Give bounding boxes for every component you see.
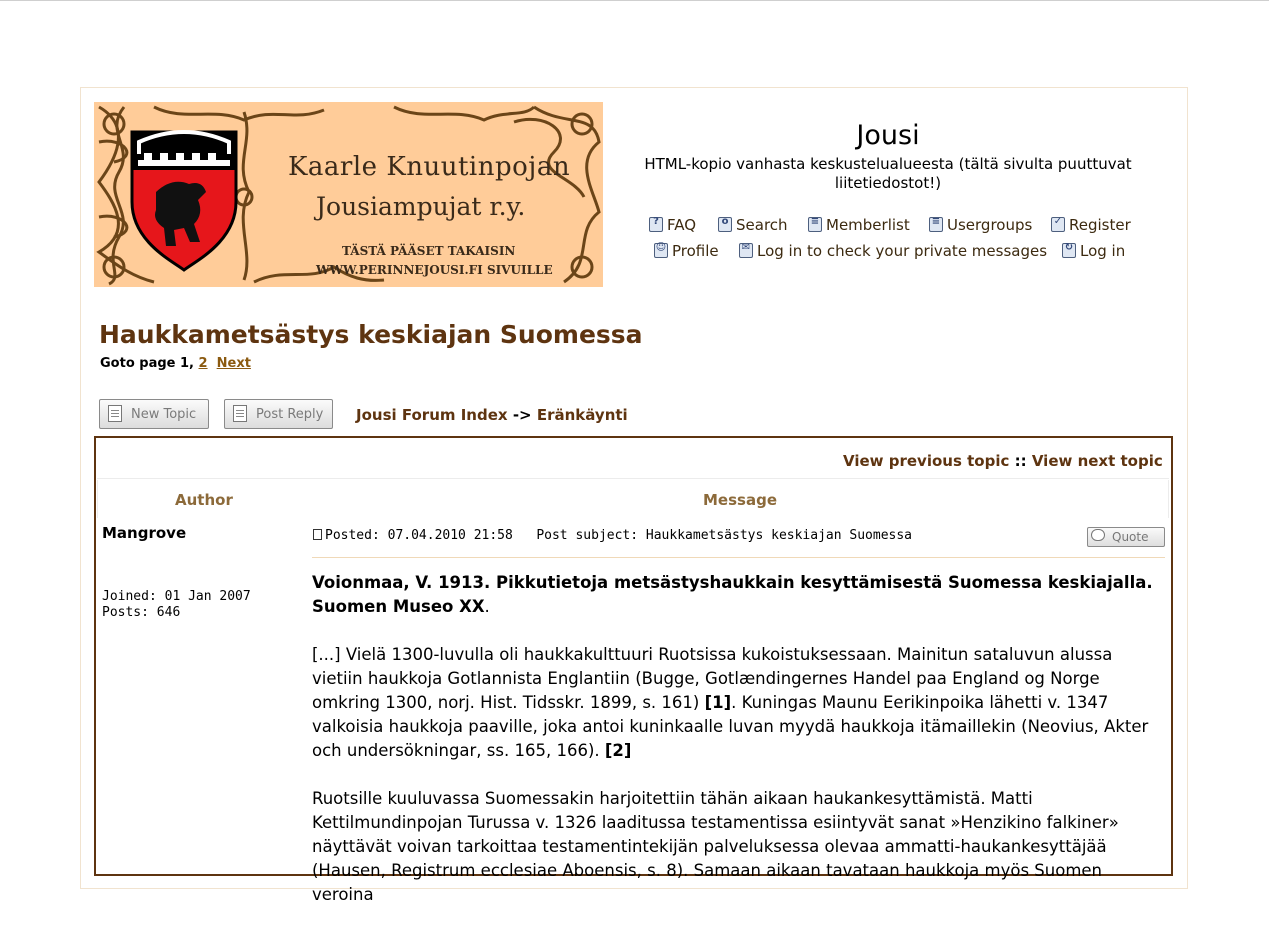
citation-end: . — [484, 597, 490, 616]
nav-memberlist-label: Memberlist — [826, 216, 910, 234]
nav-faq-link[interactable] — [649, 216, 696, 234]
post-paragraph-1 — [312, 643, 1168, 763]
author-post-count: Posts: 646 — [102, 605, 181, 620]
usergroups-icon: ≡ — [929, 217, 943, 232]
register-icon: ✓ — [1051, 217, 1065, 232]
post-author-info — [102, 589, 251, 621]
nav-messages-link[interactable] — [739, 242, 1047, 260]
site-logo-banner[interactable] — [94, 102, 603, 287]
goto-prefix: Goto page 1, — [100, 356, 194, 371]
logo-line-2: Jousiampujat r.y. — [316, 192, 526, 221]
message-column-header: Message — [703, 491, 777, 509]
new-topic-label: New Topic — [131, 407, 197, 422]
reference-2: [2] — [604, 741, 632, 760]
search-icon: o — [718, 217, 732, 232]
goto-next-link[interactable]: Next — [216, 356, 251, 371]
logo-line-4: WWW.PERINNEJOUSI.FI SIVUILLE — [316, 263, 553, 277]
post-author-name: Mangrove — [102, 524, 187, 542]
author-column-header: Author — [175, 491, 233, 509]
quote-label: Quote — [1112, 530, 1149, 544]
post-reply-label: Post Reply — [256, 407, 324, 422]
breadcrumb-separator: -> — [512, 406, 532, 424]
post-paragraph-2: Ruotsille kuuluvassa Suomessakin harjoitettiin tähän aikaan haukankesyttämistä. Matti Kettilmundinpojan Turussa v. 1326 laaditussa testamentissa esiintyvät sanat »Henzikino falkiner» näyttävät voivan tarkoittaa testamentintekijän palveluksessa olevaa ammatti-haukankesyttäjää (Hausen, Registrum ecclesiae Aboensis, s. 8). Samaan aikaan tavataan haukkoja myös Suomen veroina — [312, 789, 1119, 904]
nav-register-label: Register — [1069, 216, 1131, 234]
memberlist-icon: ≡ — [808, 217, 822, 232]
post-reply-button[interactable] — [224, 399, 333, 429]
faq-icon: ? — [649, 217, 663, 232]
nav-usergroups-label: Usergroups — [947, 216, 1033, 234]
nav-messages-label: Log in to check your private messages — [757, 242, 1048, 260]
post-icon — [313, 529, 322, 540]
post-reply-icon — [233, 405, 247, 422]
nav-usergroups-link[interactable] — [929, 216, 1032, 234]
breadcrumb-index-link[interactable]: Jousi Forum Index — [356, 406, 508, 424]
author-joined: Joined: 01 Jan 2007 — [102, 589, 251, 604]
breadcrumb — [356, 406, 628, 424]
post-body — [312, 571, 1168, 931]
nav-search-label: Search — [736, 216, 788, 234]
nav-profile-label: Profile — [672, 242, 719, 260]
pagination — [100, 356, 251, 371]
login-icon: ↻ — [1062, 243, 1076, 258]
breadcrumb-forum-link[interactable]: Eränkäynti — [536, 406, 628, 424]
header-divider-right — [1168, 480, 1169, 518]
nav-login-label: Log in — [1080, 242, 1126, 260]
post-subject: Post subject: Haukkametsästys keskiajan Suomessa — [536, 528, 913, 543]
paragraph-1-part-b: . Kuningas Maunu Eerikinpoika lähetti v. 1347 valkoisia haukkoja paaville, joka antoi kuninkaalle luvan myydä haukkoja itämaillekin (Neovius, Akter och undersökningar, ss. 165, 166). — [312, 693, 1149, 760]
nav-login-link[interactable] — [1062, 242, 1125, 260]
post-divider — [312, 557, 1165, 558]
logo-line-3: TÄSTÄ PÄÄSET TAKAISIN — [342, 244, 516, 258]
nav-faq-label: FAQ — [667, 216, 697, 234]
profile-icon: ☺ — [654, 243, 668, 258]
top-border — [0, 0, 1269, 1]
quote-button[interactable] — [1087, 527, 1165, 547]
new-topic-button[interactable] — [99, 399, 209, 429]
nav-memberlist-link[interactable] — [808, 216, 910, 234]
previous-topic-link[interactable]: View previous topic — [843, 452, 1010, 470]
post-citation — [312, 571, 1168, 619]
topic-navigation — [843, 452, 1163, 470]
nav-search-link[interactable] — [718, 216, 788, 234]
header-divider-left — [97, 480, 98, 518]
topic-title[interactable]: Haukkametsästys keskiajan Suomessa — [99, 320, 643, 349]
citation-text: Voionmaa, V. 1913. Pikkutietoja metsästyshaukkain kesyttämisestä Suomessa keskiajalla. Suomen Museo XX — [312, 573, 1153, 616]
site-title: Jousi — [856, 120, 920, 151]
goto-page-2-link[interactable]: 2 — [198, 356, 208, 371]
quote-icon — [1091, 529, 1105, 541]
logo-line-1: Kaarle Knuutinpojan — [288, 152, 571, 182]
post-date: Posted: 07.04.2010 21:58 — [325, 528, 513, 543]
nav-profile-link[interactable] — [654, 242, 719, 260]
paragraph-1-part-a: [...] Vielä 1300-luvulla oli haukkakulttuuri Ruotsissa kukoistuksessaan. Mainitun sataluvun alussa vietiin haukkoja Gotlannista Englantiin (Bugge, Gotlændingernes Handel paa England og Norge omkring 1300, norj. Hist. Tidsskr. 1899, s. 161) — [312, 645, 1113, 712]
new-topic-icon — [108, 405, 122, 422]
reference-1: [1] — [704, 693, 732, 712]
next-topic-link[interactable]: View next topic — [1031, 452, 1163, 470]
nav-register-link[interactable] — [1051, 216, 1131, 234]
post-header — [313, 528, 912, 543]
table-header-row — [97, 478, 1169, 521]
topic-nav-separator: :: — [1014, 452, 1027, 470]
site-description: HTML-kopio vanhasta keskustelualueesta (tältä sivulta puuttuvat liitetiedostot!) — [644, 155, 1132, 192]
messages-icon: ✉ — [739, 243, 753, 258]
